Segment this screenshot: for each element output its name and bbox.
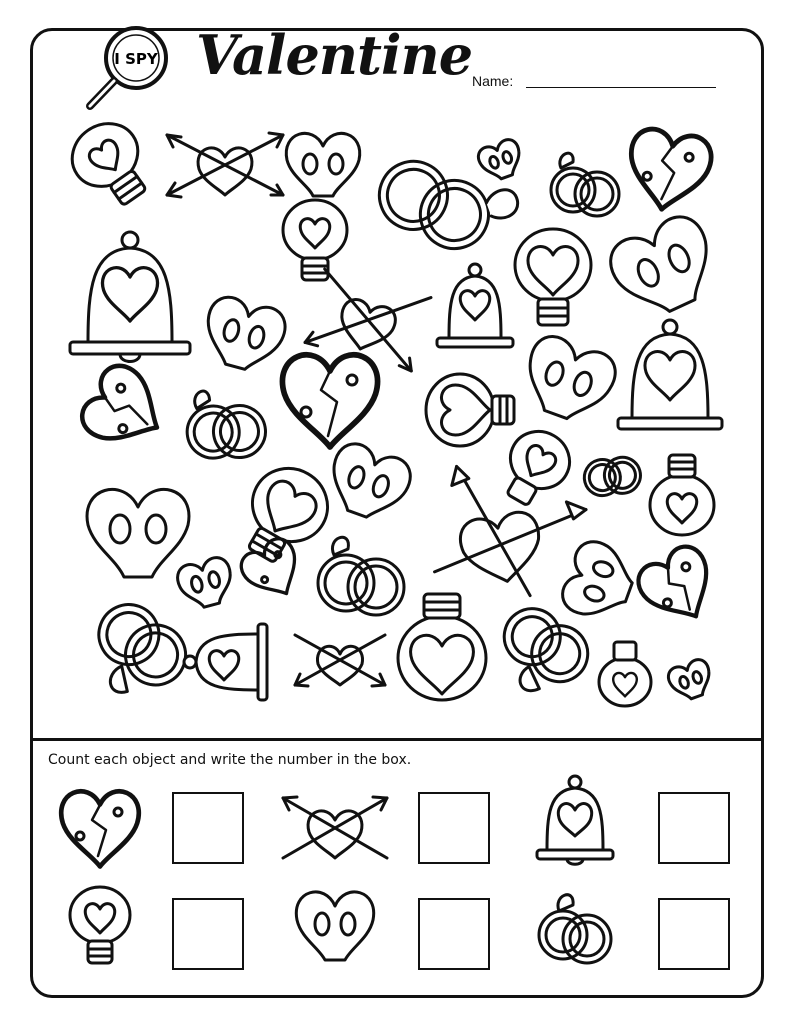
light-bulb-heart-icon [398, 594, 486, 700]
rings-icon [539, 895, 611, 963]
count-box-rings[interactable] [658, 898, 730, 970]
count-box-arrow-heart[interactable] [418, 792, 490, 864]
count-box-broken-heart[interactable] [172, 792, 244, 864]
heart-skull-icon [286, 133, 359, 196]
rings-icon [180, 381, 269, 466]
arrow-heart-icon [295, 635, 385, 686]
light-bulb-heart-icon [599, 642, 651, 706]
broken-heart-icon [75, 359, 176, 460]
answer-key [30, 770, 764, 995]
bell-icon [437, 264, 513, 347]
name-field[interactable] [526, 87, 716, 88]
light-bulb-heart-icon [426, 374, 514, 446]
rings-icon [495, 604, 594, 699]
page-title: Valentine [196, 23, 473, 87]
light-bulb-heart-icon [283, 200, 347, 280]
broken-heart-icon [632, 540, 727, 634]
bell-icon [70, 232, 190, 362]
arrow-heart-icon [167, 133, 283, 197]
heart-skull-icon [476, 137, 527, 184]
bell-icon [184, 624, 267, 700]
search-area [30, 100, 764, 740]
rings-icon [81, 596, 197, 710]
section-divider [30, 738, 764, 741]
arrow-heart-icon [283, 797, 387, 858]
light-bulb-heart-icon [60, 111, 163, 217]
light-bulb-heart-icon [70, 887, 130, 963]
bell-icon [537, 776, 613, 864]
rings-icon [551, 153, 619, 216]
heart-skull-icon [198, 293, 290, 377]
heart-skull-icon [321, 438, 416, 527]
count-box-light-bulb[interactable] [172, 898, 244, 970]
broken-heart-icon [282, 355, 377, 447]
rings-icon [580, 450, 644, 502]
heart-skull-icon [603, 209, 727, 326]
heart-skull-icon [87, 489, 189, 577]
light-bulb-heart-icon [650, 455, 714, 535]
heart-skull-icon [296, 892, 373, 960]
bell-icon [618, 320, 722, 429]
count-box-heart-skull[interactable] [418, 898, 490, 970]
heart-skull-icon [557, 536, 641, 626]
rings-icon [318, 537, 404, 615]
broken-heart-icon [622, 126, 714, 216]
heart-skull-icon [174, 555, 237, 612]
instructions-text: Count each object and write the number in the box. [48, 752, 412, 768]
broken-heart-icon [61, 791, 139, 866]
arrow-heart-icon [305, 269, 431, 371]
light-bulb-heart-icon [515, 229, 591, 325]
count-box-bell[interactable] [658, 792, 730, 864]
heart-skull-icon [515, 331, 621, 429]
name-label: Name: [472, 73, 514, 89]
badge-text: I SPY [114, 50, 158, 68]
heart-skull-icon [666, 657, 717, 704]
